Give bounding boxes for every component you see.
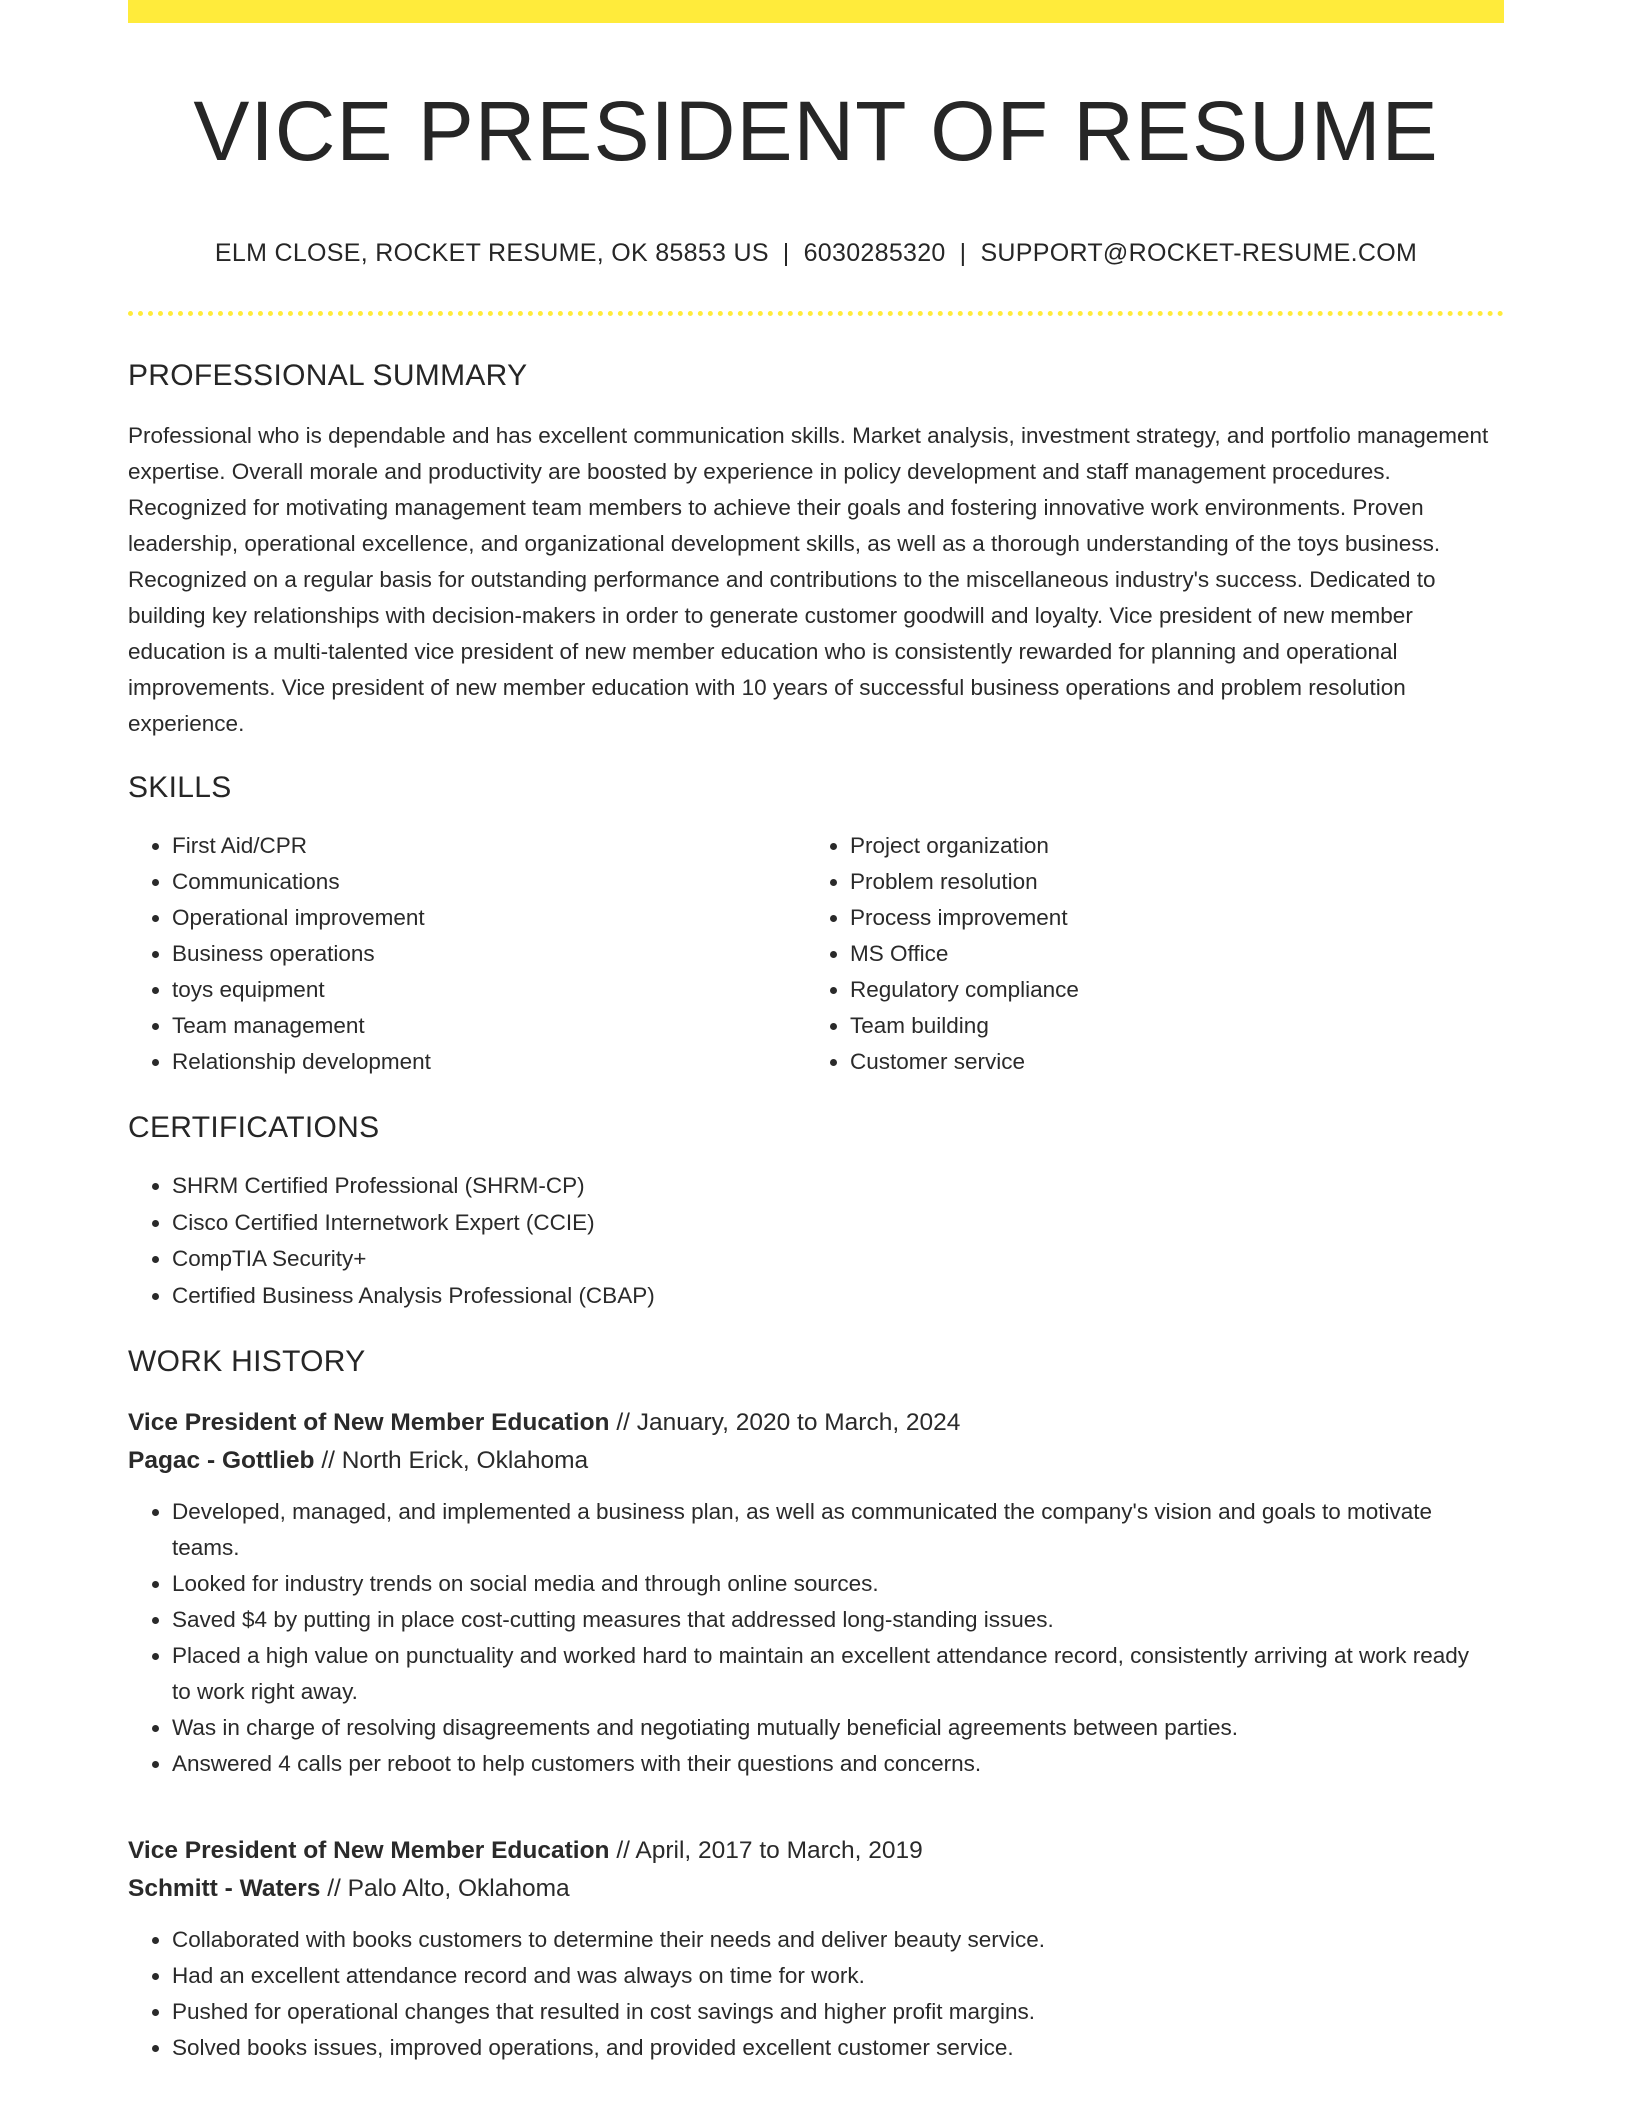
job-entry <box>128 1404 1504 1782</box>
skill-item: • Problem resolution <box>850 864 1484 900</box>
certification-item: • Certified Business Analysis Professional (CBAP) <box>172 1278 1504 1315</box>
skill-item: • Business operations <box>172 936 806 972</box>
skills-columns <box>128 828 1504 1080</box>
contact-phone: 6030285320 <box>803 239 946 267</box>
skills-heading: SKILLS <box>128 771 232 804</box>
skill-item: • MS Office <box>850 936 1484 972</box>
job-bullet: • Answered 4 calls per reboot to help customers with their questions and concerns. <box>172 1746 1504 1782</box>
job-bullet: • Looked for industry trends on social media and through online sources. <box>172 1566 1504 1602</box>
dotted-divider <box>128 311 1504 316</box>
job-bullets <box>128 1922 1504 2066</box>
job-bullet: • Collaborated with books customers to determine their needs and deliver beauty service. <box>172 1922 1504 1958</box>
job-role: Vice President of New Member Education <box>128 1409 610 1436</box>
job-title-line <box>128 1832 1504 1870</box>
skill-item: • Team building <box>850 1008 1484 1044</box>
certifications-list <box>128 1168 1504 1314</box>
skill-item: • Team management <box>172 1008 806 1044</box>
certifications-heading: CERTIFICATIONS <box>128 1111 380 1144</box>
top-accent-bar <box>128 0 1504 23</box>
work-history-heading: WORK HISTORY <box>128 1345 366 1378</box>
contact-email: SUPPORT@ROCKET-RESUME.COM <box>980 239 1418 267</box>
certification-item: • SHRM Certified Professional (SHRM-CP) <box>172 1168 1504 1205</box>
skills-list-left <box>128 828 806 1080</box>
skill-item: • Process improvement <box>850 900 1484 936</box>
job-bullet: • Had an excellent attendance record and was always on time for work. <box>172 1958 1504 1994</box>
job-location: // Palo Alto, Oklahoma <box>320 1875 570 1902</box>
certification-item: • Cisco Certified Internetwork Expert (CCIE) <box>172 1205 1504 1242</box>
skill-item: • First Aid/CPR <box>172 828 806 864</box>
job-company: Pagac - Gottlieb <box>128 1447 315 1474</box>
job-dates: // January, 2020 to March, 2024 <box>609 1409 961 1436</box>
job-dates: // April, 2017 to March, 2019 <box>609 1837 923 1864</box>
job-entry <box>128 1832 1504 2066</box>
job-location: // North Erick, Oklahoma <box>314 1447 589 1474</box>
summary-text: Professional who is dependable and has excellent communication skills. Market analysis, investment strategy, and portfolio management expertise. Overall morale and productivity are boosted by experience in policy development and staff management procedures. Recognized for motivating management team members to achieve their goals and fostering innovative work environments. Proven leadership, operational excellence, and organizational development skills, as well as a thorough understanding of the toys business. Recognized on a regular basis for outstanding performance and contributions to the miscellaneous industry's success. Dedicated to building key relationships with decision-makers in order to generate customer goodwill and loyalty. Vice president of new member education is a multi-talented vice president of new member education who is consistently rewarded for planning and operational improvements. Vice president of new member education with 10 years of successful business operations and problem resolution experience. <box>128 423 1489 736</box>
skill-item: • Relationship development <box>172 1044 806 1080</box>
job-bullet: • Was in charge of resolving disagreements and negotiating mutually beneficial agreements between parties. <box>172 1710 1504 1746</box>
skills-list-right <box>806 828 1484 1080</box>
job-bullet: • Saved $4 by putting in place cost-cutting measures that addressed long-standing issues. <box>172 1602 1504 1638</box>
job-company-line <box>128 1870 1504 1908</box>
contact-separator: | <box>959 239 967 267</box>
resume-page <box>128 0 1504 2066</box>
skill-item: • Communications <box>172 864 806 900</box>
job-role: Vice President of New Member Education <box>128 1837 610 1864</box>
job-company: Schmitt - Waters <box>128 1875 321 1902</box>
job-bullet: • Placed a high value on punctuality and worked hard to maintain an excellent attendance record, consistently arriving at work ready to work right away. <box>172 1638 1504 1710</box>
certification-item: • CompTIA Security+ <box>172 1241 1504 1278</box>
summary-heading: PROFESSIONAL SUMMARY <box>128 359 528 392</box>
candidate-name: VICE PRESIDENT OF RESUME <box>193 84 1439 178</box>
skill-item: • Regulatory compliance <box>850 972 1484 1008</box>
skill-item: • toys equipment <box>172 972 806 1008</box>
skill-item: • Operational improvement <box>172 900 806 936</box>
job-bullet: • Pushed for operational changes that resulted in cost savings and higher profit margins. <box>172 1994 1504 2030</box>
contact-address: ELM CLOSE, ROCKET RESUME, OK 85853 US <box>214 239 769 267</box>
job-bullet: • Solved books issues, improved operations, and provided excellent customer service. <box>172 2030 1504 2066</box>
skill-item: • Customer service <box>850 1044 1484 1080</box>
job-company-line <box>128 1442 1504 1480</box>
job-bullet: • Developed, managed, and implemented a business plan, as well as communicated the company's vision and goals to motivate teams. <box>172 1494 1504 1566</box>
contact-line <box>128 237 1504 269</box>
contact-separator: | <box>782 239 790 267</box>
job-bullets <box>128 1494 1504 1782</box>
job-title-line <box>128 1404 1504 1442</box>
skill-item: • Project organization <box>850 828 1484 864</box>
